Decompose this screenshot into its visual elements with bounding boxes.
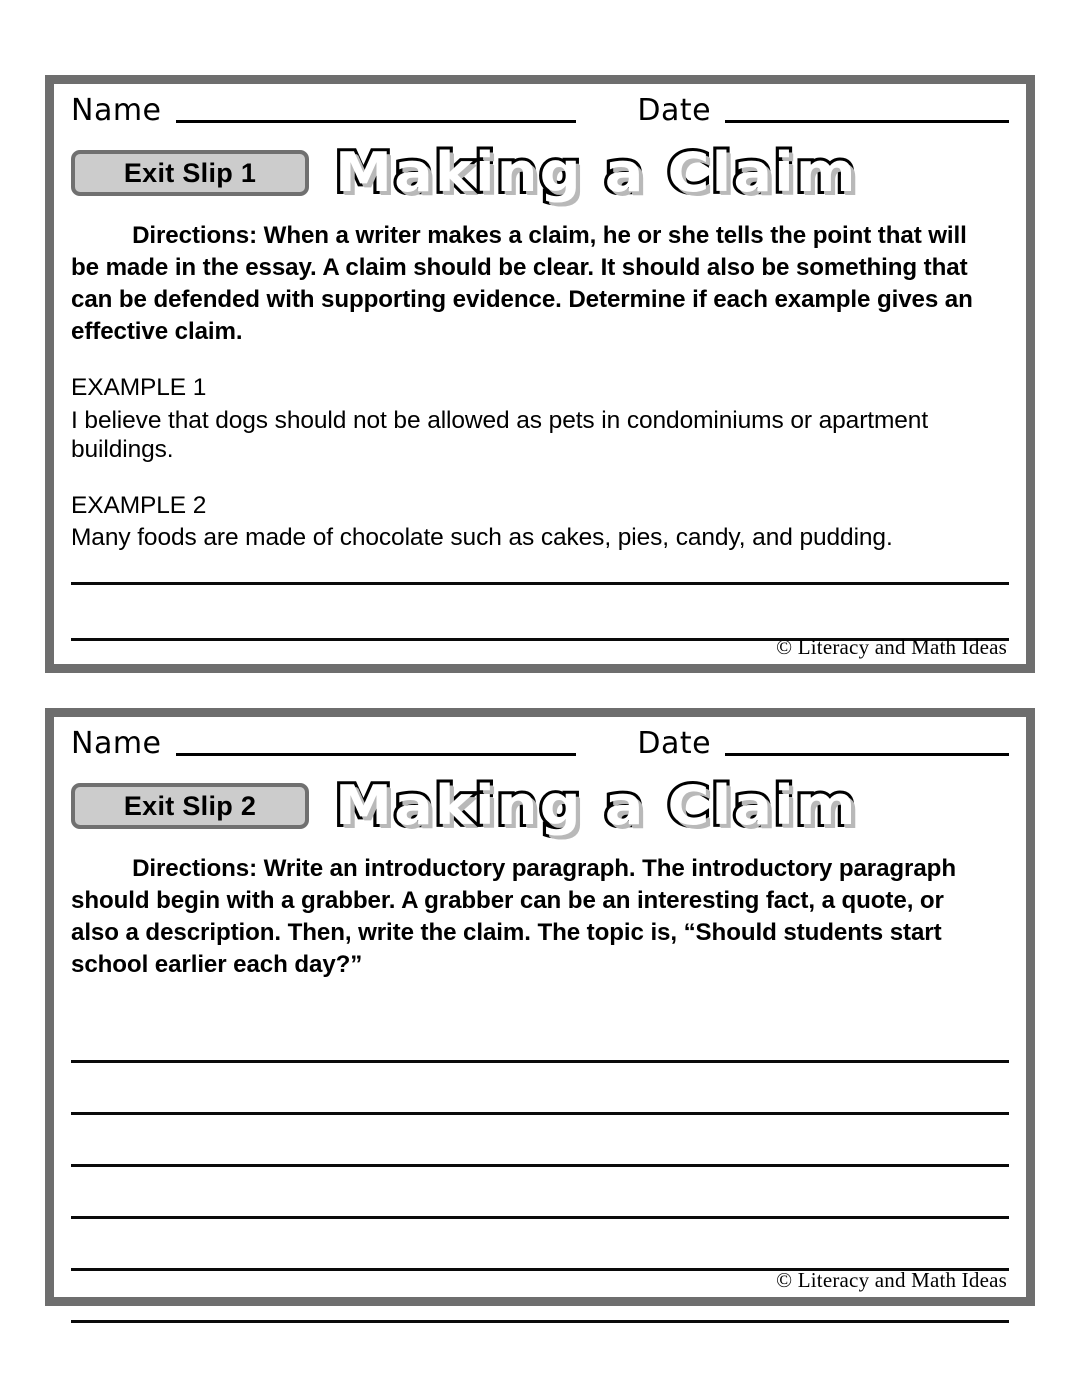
name-label: Name (71, 93, 162, 128)
writing-line[interactable] (71, 1216, 1009, 1219)
example-block-1 (71, 373, 1009, 464)
exit-slip-badge-label: Exit Slip 1 (123, 157, 257, 188)
exit-slip-card-1 (45, 75, 1035, 673)
name-date-row-1 (71, 84, 1009, 128)
date-label: Date (637, 93, 712, 128)
name-label: Name (71, 726, 162, 761)
writing-line[interactable] (71, 1060, 1009, 1063)
example-block-2 (71, 491, 1009, 553)
copyright-notice-2: © Literacy and Math Ideas (776, 1268, 1007, 1292)
exit-slip-badge-label: Exit Slip 2 (123, 790, 257, 821)
exit-slip-card-2 (45, 708, 1035, 1306)
header-row-1 (71, 141, 1009, 204)
writing-lines-1 (71, 582, 1009, 641)
name-input-line[interactable] (176, 753, 577, 756)
example-1-label: EXAMPLE 1 (71, 374, 207, 402)
name-input-line[interactable] (176, 120, 577, 123)
example-2-label: EXAMPLE 2 (71, 491, 207, 519)
example-2-text: Many foods are made of chocolate such as cakes, pies, candy, and pudding. (71, 523, 893, 551)
name-date-row-2 (71, 717, 1009, 761)
header-row-2 (71, 774, 1009, 837)
example-1-text: I believe that dogs should not be allowed as pets in condominiums or apartment buildings. (71, 406, 929, 464)
worksheet-title-2: Making a Claim (335, 774, 858, 837)
writing-line[interactable] (71, 582, 1009, 585)
writing-line[interactable] (71, 1320, 1009, 1323)
date-input-line[interactable] (725, 753, 1009, 756)
writing-line[interactable] (71, 1112, 1009, 1115)
exit-slip-2-content (54, 717, 1026, 1297)
date-input-line[interactable] (725, 120, 1009, 123)
exit-slip-badge-2 (71, 783, 309, 829)
worksheet-title-1: Making a Claim (335, 141, 858, 204)
directions-text-1: Directions: When a writer makes a claim, he or she tells the point that will be made in the essay. A claim should be clear. It should also be something that can be defended with supporting evidence. Determine if each example gives an effective claim. (71, 222, 973, 345)
directions-text-2: Directions: Write an introductory paragraph. The introductory paragraph should begin with a grabber. A grabber can be an interesting fact, a quote, or also a description. Then, write the claim. The topic is, “Should students start school earlier each day?” (71, 855, 956, 978)
exit-slip-1-content (54, 84, 1026, 664)
writing-line[interactable] (71, 1164, 1009, 1167)
exit-slip-badge-1 (71, 150, 309, 196)
date-label: Date (637, 726, 712, 761)
copyright-notice-1: © Literacy and Math Ideas (776, 635, 1007, 659)
